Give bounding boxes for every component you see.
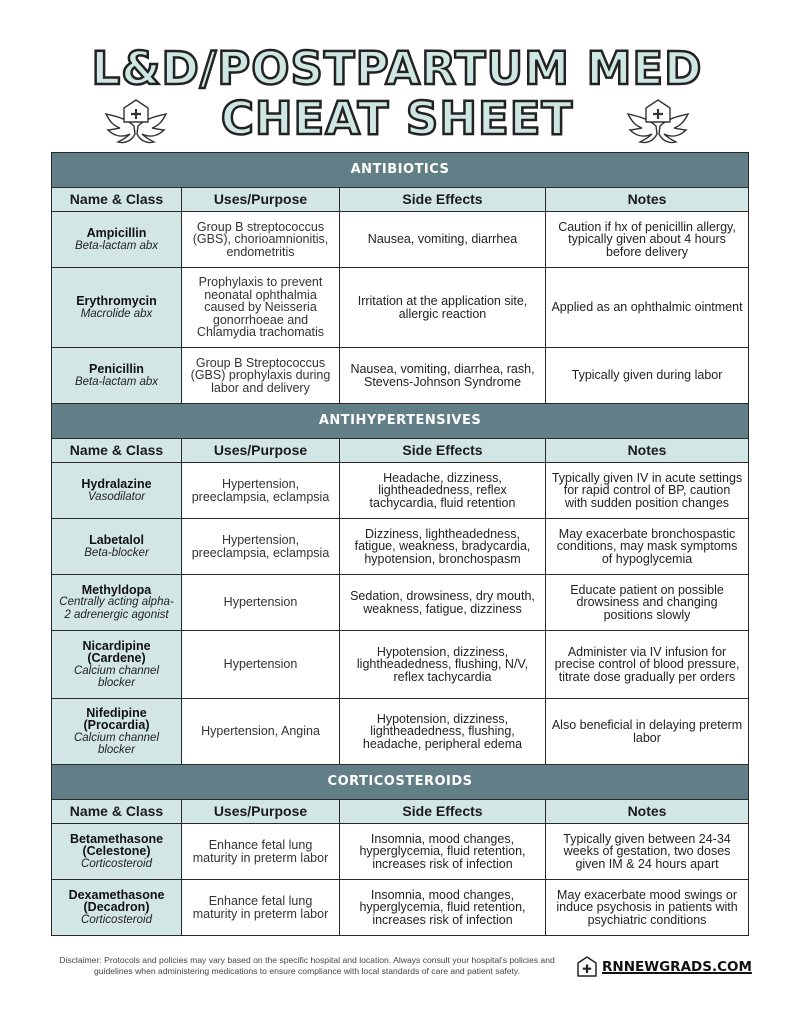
drug-name: Erythromycin	[76, 294, 157, 308]
winged-cross-icon	[626, 96, 690, 148]
table-row	[52, 519, 749, 575]
table-row	[52, 212, 749, 268]
drug-class: Beta-lactam abx	[74, 375, 159, 388]
drug-cell	[52, 348, 182, 404]
table-row	[52, 268, 749, 348]
title-line-2: CHEAT SHEET	[220, 92, 574, 145]
column-header: Side Effects	[340, 188, 546, 212]
notes-cell: Caution if hx of penicillin allergy, typically given about 4 hours before delivery	[546, 212, 749, 268]
notes-cell: May exacerbate mood swings or induce psychosis in patients with psychiatric conditions	[546, 880, 749, 936]
notes-cell: Applied as an ophthalmic ointment	[546, 268, 749, 348]
drug-class: Calcium channel blocker	[73, 664, 159, 689]
drug-class: Macrolide abx	[80, 307, 153, 320]
drug-cell	[52, 631, 182, 699]
column-header: Side Effects	[340, 800, 546, 824]
column-header-row	[52, 188, 749, 212]
drug-name: Dexamethasone (Decadron)	[68, 887, 165, 915]
column-header: Uses/Purpose	[182, 188, 340, 212]
section-title: CORTICOSTEROIDS	[52, 765, 749, 800]
medication-table	[51, 152, 749, 936]
uses-cell: Enhance fetal lung maturity in preterm labor	[182, 824, 340, 880]
drug-name: Labetalol	[89, 533, 144, 547]
section-title: ANTIHYPERTENSIVES	[52, 404, 749, 439]
uses-cell: Hypertension	[182, 631, 340, 699]
column-header: Notes	[546, 188, 749, 212]
table-row	[52, 880, 749, 936]
section-header-row	[52, 765, 749, 800]
drug-class: Corticosteroid	[81, 913, 152, 926]
section-title: ANTIBIOTICS	[52, 153, 749, 188]
side-effects-cell: Hypotension, dizziness, lightheadedness, flushing, headache, peripheral edema	[340, 699, 546, 765]
drug-class: Beta-blocker	[84, 546, 149, 559]
table-row	[52, 824, 749, 880]
table-row	[52, 575, 749, 631]
uses-cell: Group B Streptococcus (GBS) prophylaxis during labor and delivery	[182, 348, 340, 404]
drug-cell	[52, 212, 182, 268]
brand-name: RNNEWGRADS.COM	[602, 959, 752, 975]
side-effects-cell: Headache, dizziness, lightheadedness, reflex tachycardia, fluid retention	[340, 463, 546, 519]
table-row	[52, 463, 749, 519]
notes-cell: Administer via IV infusion for precise control of blood pressure, titrate dose gradually per orders	[546, 631, 749, 699]
drug-class: Centrally acting alpha-2 adrenergic agonist	[59, 596, 174, 621]
drug-cell	[52, 463, 182, 519]
drug-class: Corticosteroid	[81, 857, 152, 870]
table-row	[52, 699, 749, 765]
drug-cell	[52, 880, 182, 936]
column-header: Name & Class	[52, 800, 182, 824]
drug-cell	[52, 519, 182, 575]
drug-cell	[52, 575, 182, 631]
notes-cell: May exacerbate bronchospastic conditions, may mask symptoms of hypoglycemia	[546, 519, 749, 575]
notes-cell: Typically given IV in acute settings for rapid control of BP, caution with sudden position changes	[546, 463, 749, 519]
column-header: Name & Class	[52, 188, 182, 212]
uses-cell: Hypertension, preeclampsia, eclampsia	[182, 463, 340, 519]
title-line-1: L&D/POSTPARTUM MED	[91, 42, 703, 95]
uses-cell: Group B streptococcus (GBS), chorioamnionitis, endometritis	[182, 212, 340, 268]
drug-cell	[52, 268, 182, 348]
side-effects-cell: Hypotension, dizziness, lightheadedness, flushing, N/V, reflex tachycardia	[340, 631, 546, 699]
table-row	[52, 631, 749, 699]
medical-cross-icon	[576, 956, 598, 978]
uses-cell: Hypertension, preeclampsia, eclampsia	[182, 519, 340, 575]
drug-name: Betamethasone (Celestone)	[69, 831, 164, 859]
disclaimer-text: Disclaimer: Protocols and policies may vary based on the specific hospital and location. Always consult your hospital's policies and guidelines when administering medications to ensure compliance with local standards of care and patient safety.	[59, 955, 555, 976]
side-effects-cell: Dizziness, lightheadedness, fatigue, weakness, bradycardia, hypotension, bronchospasm	[340, 519, 546, 575]
side-effects-cell: Nausea, vomiting, diarrhea, rash, Stevens-Johnson Syndrome	[340, 348, 546, 404]
table-row	[52, 348, 749, 404]
column-header: Uses/Purpose	[182, 439, 340, 463]
column-header: Side Effects	[340, 439, 546, 463]
drug-name: Ampicillin	[86, 226, 147, 240]
side-effects-cell: Nausea, vomiting, diarrhea	[340, 212, 546, 268]
drug-name: Penicillin	[89, 362, 144, 376]
drug-name: Nicardipine (Cardene)	[82, 638, 151, 665]
column-header: Name & Class	[52, 439, 182, 463]
section-header-row	[52, 404, 749, 439]
uses-cell: Prophylaxis to prevent neonatal ophthalmia caused by Neisseria gonorrhoeae and Chlamydia trachomatis	[182, 268, 340, 348]
notes-cell: Educate patient on possible drowsiness and changing positions slowly	[546, 575, 749, 631]
section-header-row	[52, 153, 749, 188]
side-effects-cell: Sedation, drowsiness, dry mouth, weakness, fatigue, dizziness	[340, 575, 546, 631]
uses-cell: Hypertension	[182, 575, 340, 631]
drug-cell	[52, 824, 182, 880]
uses-cell: Enhance fetal lung maturity in preterm labor	[182, 880, 340, 936]
notes-cell: Typically given during labor	[546, 348, 749, 404]
uses-cell: Hypertension, Angina	[182, 699, 340, 765]
column-header: Notes	[546, 439, 749, 463]
column-header: Notes	[546, 800, 749, 824]
column-header-row	[52, 800, 749, 824]
drug-name: Hydralazine	[81, 477, 152, 491]
side-effects-cell: Insomnia, mood changes, hyperglycemia, fluid retention, increases risk of infection	[340, 880, 546, 936]
drug-class: Beta-lactam abx	[74, 239, 159, 252]
drug-class: Vasodilator	[87, 490, 146, 503]
column-header-row	[52, 439, 749, 463]
side-effects-cell: Insomnia, mood changes, hyperglycemia, fluid retention, increases risk of infection	[340, 824, 546, 880]
column-header: Uses/Purpose	[182, 800, 340, 824]
winged-cross-icon	[104, 96, 168, 148]
notes-cell: Also beneficial in delaying preterm labor	[546, 699, 749, 765]
notes-cell: Typically given between 24-34 weeks of gestation, two doses given IM & 24 hours apart	[546, 824, 749, 880]
side-effects-cell: Irritation at the application site, allergic reaction	[340, 268, 546, 348]
drug-name: Nifedipine (Procardia)	[83, 705, 150, 732]
drug-cell	[52, 699, 182, 765]
drug-name: Methyldopa	[81, 582, 152, 597]
drug-class: Calcium channel blocker	[73, 731, 159, 756]
